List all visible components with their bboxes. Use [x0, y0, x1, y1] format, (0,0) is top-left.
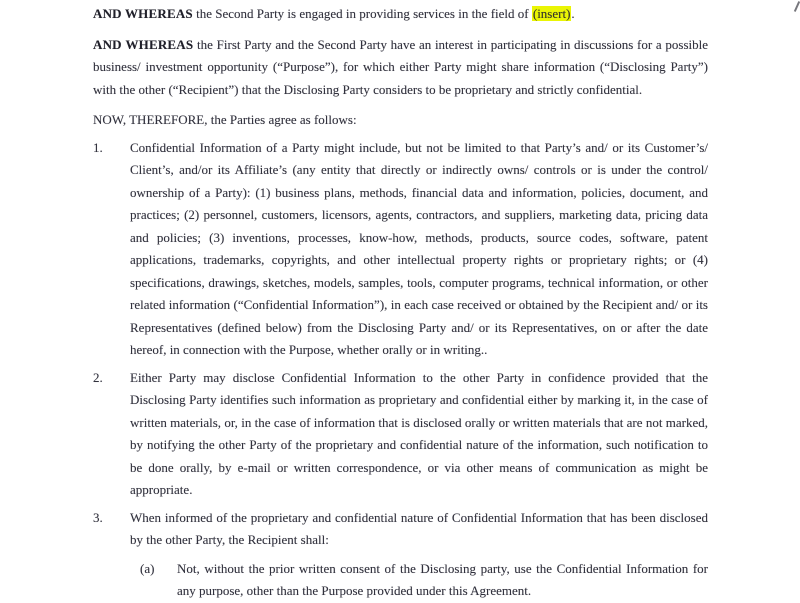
- whereas-paragraph-services: [93, 3, 708, 26]
- clause-3: [93, 507, 708, 552]
- subclause-a-text: Not, without the prior written consent of the Disclosing party, use the Confidential Information for any purpose, other than the Purpose provided under this Agreement.: [177, 560, 708, 598]
- clause-1-number: 1.: [93, 139, 103, 155]
- now-therefore-line: [93, 109, 708, 132]
- clause-2-number: 2.: [93, 369, 103, 385]
- whereas-body-1: the Second Party is engaged in providing services in the field of: [192, 6, 532, 21]
- clause-2-text: Either Party may disclose Confidential Information to the other Party in confidence provided that the Disclosing Party identifies such information as proprietary and confidential either by marking it, in the case of written materials, or, in the case of information that is disclosed orally or written materials that are not marked, by notifying the other Party of the proprietary and confidential nature of the information, such notification to be done orally, by e-mail or written correspondence, or via other means of communication as might be appropriate.: [130, 369, 708, 497]
- now-therefore-text: NOW, THEREFORE, the Parties agree as follows:: [93, 112, 357, 127]
- corner-artifact: [794, 1, 800, 12]
- subclause-a: [93, 558, 708, 603]
- clause-3-text: When informed of the proprietary and confidential nature of Confidential Information that has been disclosed by the other Party, the Recipient shall:: [130, 509, 708, 547]
- clause-1: [93, 137, 708, 362]
- whereas-body-2: the First Party and the Second Party have an interest in participating in discussions for a possible business/ investment opportunity (“Purpose”), for which either Party might share information (“Disclosing Party”) with the other (“Recipient”) that the Disclosing Party considers to be proprietary and strictly confidential.: [93, 36, 709, 97]
- whereas-lead-2: AND WHEREAS: [93, 36, 194, 52]
- whereas-paragraph-purpose: [93, 34, 708, 102]
- clause-3-number: 3.: [93, 509, 103, 525]
- clause-2: [93, 367, 708, 502]
- insert-placeholder-highlight: (insert): [532, 6, 571, 21]
- whereas-lead-1: AND WHEREAS: [93, 6, 193, 21]
- whereas-tail-1: .: [571, 6, 575, 21]
- subclause-a-number: (a): [140, 560, 155, 576]
- clause-1-text: Confidential Information of a Party might include, but not be limited to that Party’s and/ or its Customer’s/ Client’s, and/or its Affiliate’s (any entity that directly or indirectly owns/ controls or is under the control/ ownership of a Party): (1) business plans, methods, financial data and information, policies, document, and practices; (2) personnel, customers, licensors, agents, contractors, and suppliers, marketing data, pricing data and policies; (3) inventions, processes, know-how, methods, products, source codes, software, patent applications, trademarks, copyrights, and other intellectual property rights or proprietary rights; or (4) specifications, drawings, sketches, models, samples, tools, computer programs, technical information, or other related information (“Confidential Information”), in each case received or obtained by the Recipient and/ or its Representatives (defined below) from the Disclosing Party and/ or its Representatives, on or after the date hereof, in connection with the Purpose, whether orally or in writing..: [130, 139, 708, 357]
